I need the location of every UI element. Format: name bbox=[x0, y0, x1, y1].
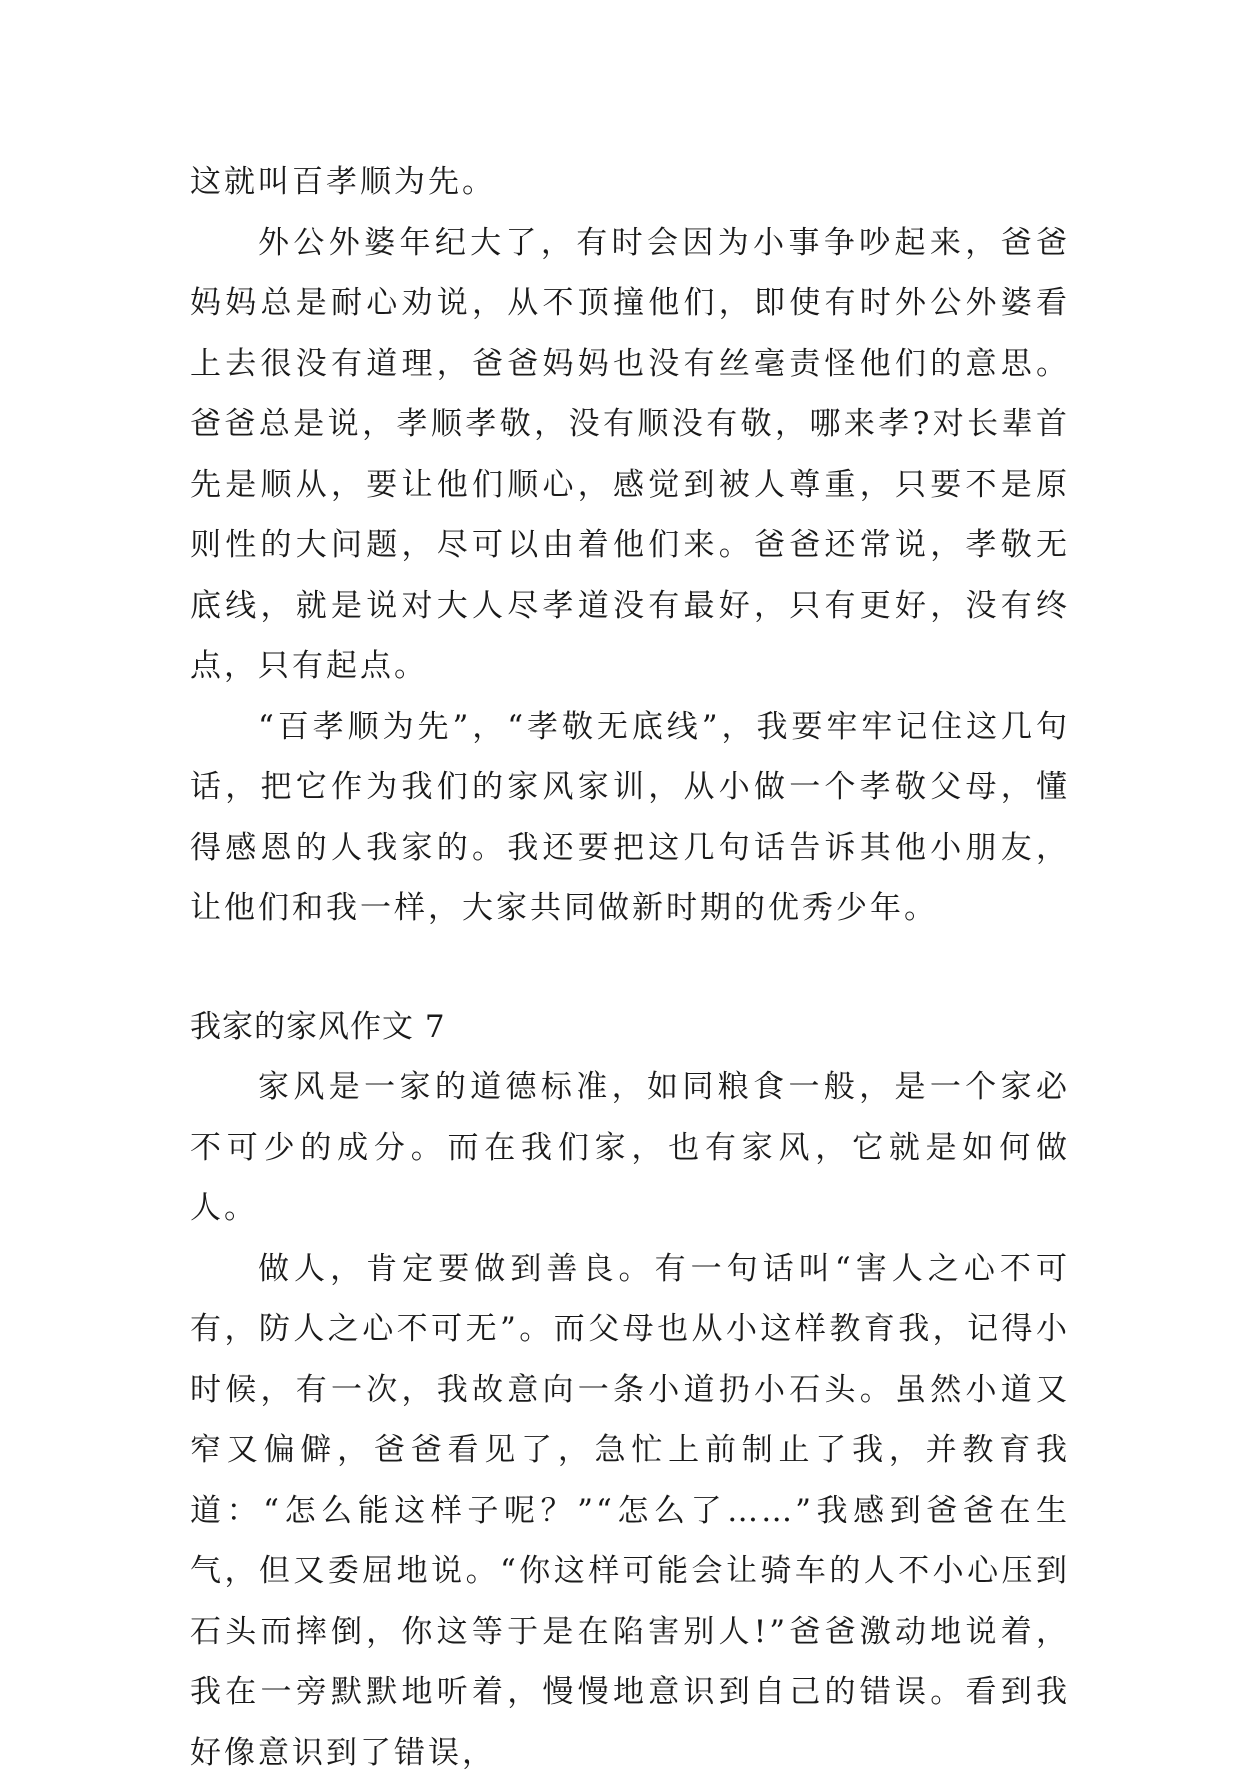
document-body bbox=[190, 152, 1070, 1783]
paragraph: 家风是一家的道德标准，如同粮食一般，是一个家必不可少的成分。而在我们家，也有家风，它就是如何做人。 bbox=[190, 1057, 1070, 1239]
paragraph: 做人，肯定要做到善良。有一句话叫“害人之心不可有，防人之心不可无”。而父母也从小这样教育我，记得小时候，有一次，我故意向一条小道扔小石头。虽然小道又窄又偏僻，爸爸看见了，急忙上前制止了我，并教育我道：“怎么能这样子呢？”“怎么了……”我感到爸爸在生气，但又委屈地说。“你这样可能会让骑车的人不小心压到石头而摔倒，你这等于是在陷害别人!”爸爸激动地说着，我在一旁默默地听着，慢慢地意识到自己的错误。看到我好像意识到了错误， bbox=[190, 1239, 1070, 1783]
paragraph: 外公外婆年纪大了，有时会因为小事争吵起来，爸爸妈妈总是耐心劝说，从不顶撞他们，即使有时外公外婆看上去很没有道理，爸爸妈妈也没有丝毫责怪他们的意思。爸爸总是说，孝顺孝敬，没有顺没有敬，哪来孝?对长辈首先是顺从，要让他们顺心，感觉到被人尊重，只要不是原则性的大问题，尽可以由着他们来。爸爸还常说，孝敬无底线，就是说对大人尽孝道没有最好，只有更好，没有终点，只有起点。 bbox=[190, 213, 1070, 697]
paragraph-continuation: 这就叫百孝顺为先。 bbox=[190, 152, 1070, 213]
paragraph: “百孝顺为先”，“孝敬无底线”，我要牢牢记住这几句话，把它作为我们的家风家训，从小做一个孝敬父母，懂得感恩的人我家的。我还要把这几句话告诉其他小朋友，让他们和我一样，大家共同做新时期的优秀少年。 bbox=[190, 697, 1070, 939]
essay-title: 我家的家风作文 7 bbox=[190, 997, 1070, 1058]
